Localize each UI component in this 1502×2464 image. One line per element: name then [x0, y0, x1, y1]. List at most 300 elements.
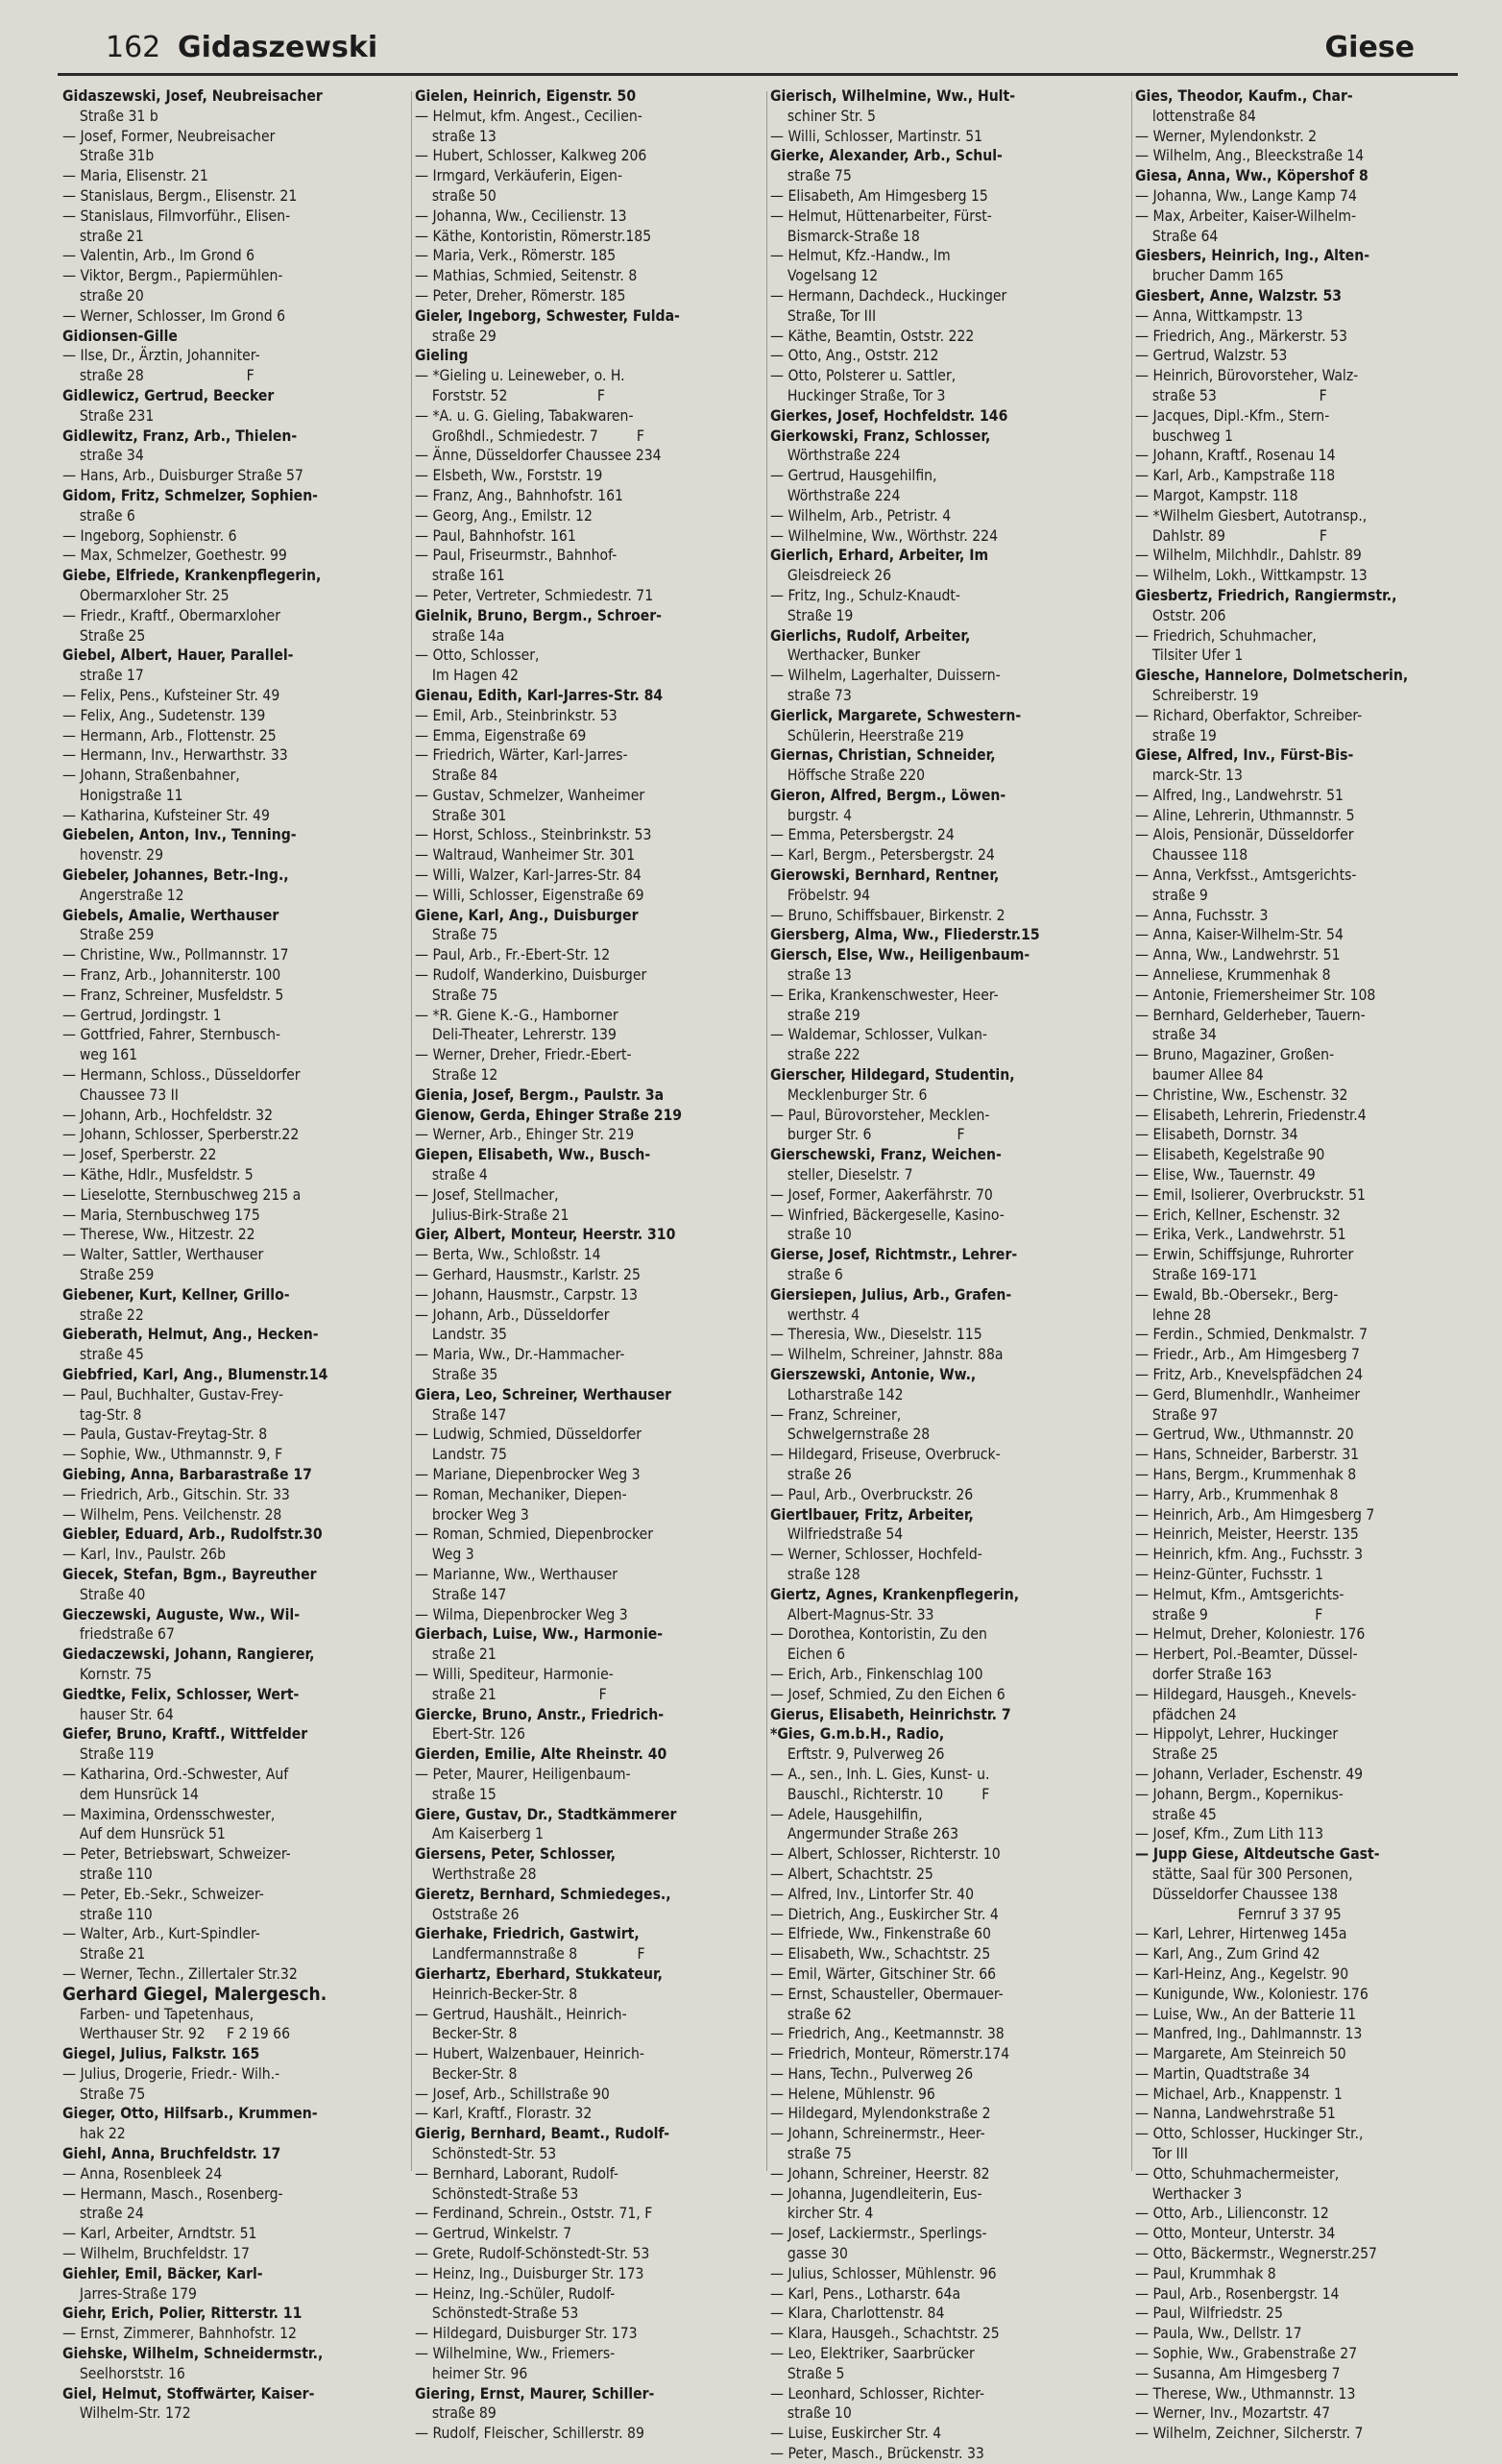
directory-entry-line: Giene, Karl, Ang., Duisburger [415, 906, 639, 924]
directory-entry-line: — Jupp Giese, Altdeutsche Gast- [1135, 1845, 1380, 1864]
directory-entry-line: Schönstedt-Str. 53 [415, 2145, 557, 2163]
directory-entry-line: — Walter, Sattler, Werthauser [62, 1246, 264, 1264]
directory-entry-line: — Wilma, Diepenbrocker Weg 3 [415, 1605, 628, 1623]
directory-entry-line: — Werner, Arb., Ehinger Str. 219 [415, 1126, 635, 1144]
directory-entry-line: — Franz, Schreiner, [770, 1405, 902, 1424]
directory-entry-line: Albert-Magnus-Str. 33 [770, 1605, 934, 1623]
directory-entry-line: Jarres-Straße 179 [62, 2284, 197, 2303]
directory-entry-line: straße 10 [770, 1226, 852, 1244]
directory-entry-line: — Heinrich, Arb., Am Himgesberg 7 [1135, 1505, 1375, 1524]
directory-entry-line: — Gertrud, Walzstr. 53 [1135, 347, 1288, 365]
directory-entry-line: Giersberg, Alma, Ww., Fliederstr.15 [770, 926, 1040, 944]
directory-column-2 [415, 86, 757, 2443]
directory-entry-line: Erftstr. 9, Pulverweg 26 [770, 1745, 945, 1764]
directory-entry-line: straße 34 [62, 447, 144, 465]
directory-entry-line: buschweg 1 [1135, 427, 1233, 445]
page-header [58, 21, 1458, 76]
directory-entry-line: — Johann, Schreiner, Heerstr. 82 [770, 2164, 990, 2183]
directory-entry-line: — Bruno, Schiffsbauer, Birkenstr. 2 [770, 906, 1005, 924]
directory-entry-line: — Josef, Sperberstr. 22 [62, 1146, 217, 1164]
directory-entry-line: — Heinz-Günter, Fuchsstr. 1 [1135, 1565, 1323, 1583]
directory-entry-line: straße 26 [770, 1465, 852, 1483]
directory-entry-line: straße 10 [770, 2404, 852, 2423]
directory-entry-line: — Aline, Lehrerin, Uthmannstr. 5 [1135, 806, 1355, 824]
directory-entry-line: straße 29 [415, 327, 497, 345]
directory-entry-line: — Nanna, Landwehrstraße 51 [1135, 2105, 1336, 2123]
directory-entry-line: Giernas, Christian, Schneider, [770, 746, 996, 765]
directory-entry-line: — Johann, Schreinermstr., Heer- [770, 2125, 985, 2143]
directory-entry-line: straße 9 F [1135, 1605, 1323, 1623]
directory-entry-line: — Wilhelm, Pens. Veilchenstr. 28 [62, 1505, 282, 1524]
directory-entry-line: — Lieselotte, Sternbuschweg 215 a [62, 1185, 302, 1204]
directory-entry-line: — Ernst, Zimmerer, Bahnhofstr. 12 [62, 2325, 297, 2343]
directory-entry-line: Giertlbauer, Fritz, Arbeiter, [770, 1505, 974, 1524]
directory-entry-line: — Käthe, Beamtin, Oststr. 222 [770, 327, 975, 345]
directory-entry-line: — Alfred, Ing., Landwehrstr. 51 [1135, 786, 1344, 804]
directory-entry-line: — Erich, Kellner, Eschenstr. 32 [1135, 1206, 1341, 1224]
directory-entry-line: — Elfriede, Ww., Finkenstraße 60 [770, 1925, 991, 1943]
directory-column-3 [770, 86, 1112, 2463]
directory-entry-line: — Johann, Hausmstr., Carpstr. 13 [415, 1285, 638, 1304]
directory-entry-line: — Maria, Ww., Dr.-Hammacher- [415, 1346, 625, 1364]
directory-entry-line: Fernruf 3 37 95 [1135, 1905, 1342, 1923]
directory-entry-line: — Klara, Hausgeh., Schachtstr. 25 [770, 2325, 1000, 2343]
directory-entry-line: Landstr. 35 [415, 1326, 507, 1344]
directory-entry-line: — Erwin, Schiffsjunge, Ruhrorter [1135, 1246, 1354, 1264]
directory-entry-line: Gieler, Ingeborg, Schwester, Fulda- [415, 306, 680, 325]
directory-entry-line: — Helmut, Kfz.-Handw., Im [770, 247, 951, 265]
directory-entry-line: — Fritz, Ing., Schulz-Knaudt- [770, 586, 960, 604]
directory-entry-line: friedstraße 67 [62, 1625, 175, 1644]
directory-entry-line: — Berta, Ww., Schloßstr. 14 [415, 1246, 601, 1264]
directory-entry-line: — Josef, Kfm., Zum Lith 113 [1135, 1825, 1324, 1843]
directory-entry-line: — Friedrich, Wärter, Karl-Jarres- [415, 746, 628, 765]
directory-entry-line: — Wilhelm, Arb., Petristr. 4 [770, 506, 952, 525]
directory-entry-line: Gierkowski, Franz, Schlosser, [770, 427, 991, 445]
directory-entry-line: brocker Weg 3 [415, 1505, 529, 1524]
directory-entry-line: Gieling [415, 347, 469, 365]
directory-entry-line: — Martin, Quadtstraße 34 [1135, 2064, 1311, 2083]
directory-entry-line: — Karl, Inv., Paulstr. 26b [62, 1546, 227, 1564]
directory-entry-line: — Luise, Ww., An der Batterie 11 [1135, 2005, 1357, 2023]
directory-entry-line: — Hermann, Dachdeck., Huckinger [770, 286, 1007, 305]
directory-entry-line: — Käthe, Kontoristin, Römerstr.185 [415, 227, 652, 245]
directory-entry-line: straße 15 [415, 1785, 497, 1803]
directory-entry-line: Straße 35 [415, 1366, 498, 1383]
directory-entry-line: — Johann, Schlosser, Sperberstr.22 [62, 1126, 300, 1144]
directory-entry-line: brucher Damm 165 [1135, 267, 1284, 285]
directory-entry-line: Straße 259 [62, 1266, 155, 1284]
directory-entry-line: Gierschewski, Franz, Weichen- [770, 1146, 1002, 1164]
directory-entry-line: Giesbert, Anne, Walzstr. 53 [1135, 286, 1342, 305]
directory-entry-line: Lotharstraße 142 [770, 1385, 904, 1403]
directory-entry-line: Oststr. 206 [1135, 606, 1226, 624]
directory-entry-line: Straße 64 [1135, 227, 1219, 245]
directory-entry-line: — Franz, Arb., Johanniterstr. 100 [62, 966, 281, 985]
directory-entry-line: Oststraße 26 [415, 1905, 520, 1923]
directory-entry-line: — Julius, Drogerie, Friedr.- Wilh.- [62, 2064, 280, 2083]
directory-entry-line: — Maria, Elisenstr. 21 [62, 167, 208, 185]
directory-entry-line: schiner Str. 5 [770, 107, 876, 125]
directory-entry-line: — Julius, Schlosser, Mühlenstr. 96 [770, 2264, 997, 2282]
directory-entry-line: straße 13 [415, 127, 497, 145]
directory-entry-line: straße 128 [770, 1565, 860, 1583]
directory-entry-line: Kornstr. 75 [62, 1665, 153, 1683]
directory-entry-line: Schreiberstr. 19 [1135, 686, 1259, 704]
directory-entry-line: — Emil, Isolierer, Overbruckstr. 51 [1135, 1185, 1366, 1204]
directory-entry-line: straße 161 [415, 567, 505, 585]
directory-entry-line: Schwelgernstraße 28 [770, 1426, 931, 1444]
directory-entry-line: — Gerd, Blumenhdlr., Wanheimer [1135, 1385, 1361, 1403]
directory-entry-line: Gierhartz, Eberhard, Stukkateur, [415, 1964, 664, 1983]
directory-entry-line: — Maria, Verk., Römerstr. 185 [415, 247, 617, 265]
directory-entry-line: — Paula, Ww., Dellstr. 17 [1135, 2325, 1302, 2343]
directory-entry-line: — Luise, Euskircher Str. 4 [770, 2425, 942, 2443]
directory-entry-line: Gierig, Bernhard, Beamt., Rudolf- [415, 2125, 670, 2143]
directory-entry-line: — Elisabeth, Ww., Schachtstr. 25 [770, 1945, 991, 1964]
directory-entry-line: Wilhelm-Str. 172 [62, 2404, 191, 2423]
directory-entry-line: — Manfred, Ing., Dahlmannstr. 13 [1135, 2025, 1363, 2043]
directory-entry-line: — Wilhelm, Schreiner, Jahnstr. 88a [770, 1346, 1004, 1364]
directory-entry-line: — Helmut, kfm. Angest., Cecilien- [415, 107, 642, 125]
directory-entry-line: — Peter, Eb.-Sekr., Schweizer- [62, 1885, 264, 1903]
directory-entry-line: Giebels, Amalie, Werthauser [62, 906, 279, 924]
directory-entry-line: Gierkes, Josef, Hochfeldstr. 146 [770, 406, 1008, 425]
directory-entry-line: Giebener, Kurt, Kellner, Grillo- [62, 1285, 290, 1304]
directory-entry-line: — Werner, Mylendonkstr. 2 [1135, 127, 1318, 145]
directory-entry-line: — Therese, Ww., Hitzestr. 22 [62, 1226, 255, 1244]
directory-entry-line: — Anna, Fuchsstr. 3 [1135, 906, 1269, 924]
directory-entry-line: Wörthstraße 224 [770, 447, 901, 465]
directory-entry-line: Gieron, Alfred, Bergm., Löwen- [770, 786, 1006, 804]
directory-entry-line: hak 22 [62, 2125, 126, 2143]
directory-entry-line: — Johanna, Ww., Lange Kamp 74 [1135, 186, 1357, 205]
directory-entry-line: dem Hunsrück 14 [62, 1785, 199, 1803]
directory-entry-line: Gienau, Edith, Karl-Jarres-Str. 84 [415, 686, 664, 704]
directory-entry-line: — Leonhard, Schlosser, Richter- [770, 2384, 985, 2403]
directory-entry-line: straße 22 [62, 1305, 144, 1324]
directory-entry-line: Gieretz, Bernhard, Schmiedeges., [415, 1885, 671, 1903]
directory-entry-line: — Karl, Ang., Zum Grind 42 [1135, 1945, 1320, 1964]
directory-entry-line: — Herbert, Pol.-Beamter, Düssel- [1135, 1646, 1358, 1664]
directory-entry-line: Giefer, Bruno, Kraftf., Wittfelder [62, 1725, 308, 1744]
directory-entry-line: Gierbach, Luise, Ww., Harmonie- [415, 1625, 664, 1644]
directory-entry-line: Straße 259 [62, 926, 155, 944]
directory-entry-line: Straße 31b [62, 147, 155, 165]
directory-entry-line: — Wilhelm, Lokh., Wittkampstr. 13 [1135, 567, 1368, 585]
directory-entry-line: Gier, Albert, Monteur, Heerstr. 310 [415, 1226, 676, 1244]
directory-entry-line: — Paul, Buchhalter, Gustav-Frey- [62, 1385, 284, 1403]
directory-entry-line: straße 34 [1135, 1026, 1217, 1044]
directory-entry-line: Straße 21 [62, 1945, 146, 1964]
directory-entry-line: — Johann, Bergm., Kopernikus- [1135, 1785, 1344, 1803]
directory-entry-line: — Anna, Kaiser-Wilhelm-Str. 54 [1135, 926, 1344, 944]
directory-entry-line: pfädchen 24 [1135, 1705, 1237, 1723]
directory-column-1 [62, 86, 404, 2423]
directory-entry-line: — Paul, Arb., Fr.-Ebert-Str. 12 [415, 946, 611, 964]
directory-entry-line: — Friedrich, Schuhmacher, [1135, 626, 1317, 645]
directory-entry-line: — Hildegard, Duisburger Str. 173 [415, 2325, 638, 2343]
directory-entry-line: — Fritz, Arb., Knevelspfädchen 24 [1135, 1366, 1364, 1383]
directory-entry-line: Werthacker, Bunker [770, 646, 921, 665]
directory-entry-line: — Franz, Schreiner, Musfeldstr. 5 [62, 986, 284, 1004]
directory-entry-line: — Ferdinand, Schrein., Oststr. 71, F [415, 2205, 653, 2223]
directory-entry-line: straße 9 [1135, 886, 1208, 904]
directory-entry-line: Gierowski, Bernhard, Rentner, [770, 866, 1000, 885]
directory-entry-line: straße 28 F [62, 367, 254, 385]
directory-entry-line: Straße 147 [415, 1405, 507, 1424]
directory-entry-line: — Paul, Arb., Overbruckstr. 26 [770, 1485, 974, 1503]
directory-entry-line: — Christine, Ww., Eschenstr. 32 [1135, 1086, 1348, 1104]
directory-entry-line: Gierszewski, Antonie, Ww., [770, 1366, 977, 1383]
directory-entry-line: heimer Str. 96 [415, 2364, 528, 2382]
directory-entry-line: Straße 75 [62, 2085, 146, 2103]
directory-entry-line: — Hans, Arb., Duisburger Straße 57 [62, 467, 303, 485]
directory-entry-line: Giebler, Eduard, Arb., Rudolfstr.30 [62, 1525, 323, 1544]
directory-entry-line: Gierhake, Friedrich, Gastwirt, [415, 1925, 640, 1943]
directory-entry-line: — Anna, Wittkampstr. 13 [1135, 306, 1303, 325]
directory-entry-line: Giebelen, Anton, Inv., Tenning- [62, 826, 297, 844]
directory-entry-line: — Ewald, Bb.-Obersekr., Berg- [1135, 1285, 1339, 1304]
directory-entry-line: baumer Allee 84 [1135, 1066, 1264, 1085]
directory-entry-line: — Waldemar, Schlosser, Vulkan- [770, 1026, 987, 1044]
directory-entry-line: Giesa, Anna, Ww., Köpershof 8 [1135, 167, 1369, 185]
directory-entry-line: Julius-Birk-Straße 21 [415, 1206, 569, 1224]
directory-entry-line: — Willi, Walzer, Karl-Jarres-Str. 84 [415, 866, 642, 885]
directory-entry-line: — Werner, Dreher, Friedr.-Ebert- [415, 1046, 632, 1064]
directory-entry-line: Weg 3 [415, 1546, 474, 1564]
directory-entry-line: — Johanna, Ww., Cecilienstr. 13 [415, 207, 627, 225]
directory-entry-line: Giehler, Emil, Bäcker, Karl- [62, 2264, 263, 2282]
directory-entry-line: Mecklenburger Str. 6 [770, 1086, 928, 1104]
directory-entry-line: — Georg, Ang., Emilstr. 12 [415, 506, 593, 525]
directory-entry-line: Schönstedt-Straße 53 [415, 2305, 579, 2323]
directory-entry-line: — Paul, Wilfriedstr. 25 [1135, 2305, 1283, 2323]
directory-entry-line: straße 219 [770, 1006, 860, 1024]
directory-entry-line: — Paul, Arb., Rosenbergstr. 14 [1135, 2284, 1340, 2303]
directory-entry-line: Auf dem Hunsrück 51 [62, 1825, 226, 1843]
directory-entry-line: Giegel, Julius, Falkstr. 165 [62, 2045, 260, 2063]
directory-entry-line: Im Hagen 42 [415, 667, 519, 685]
directory-entry-line: Straße 169-171 [1135, 1266, 1258, 1284]
directory-entry-line: — Max, Arbeiter, Kaiser-Wilhelm- [1135, 207, 1357, 225]
directory-entry-line: — Johann, Arb., Düsseldorfer [415, 1305, 610, 1324]
directory-entry-line: — Karl, Pens., Lotharstr. 64a [770, 2284, 961, 2303]
directory-entry-line: Giebing, Anna, Barbarastraße 17 [62, 1465, 312, 1483]
directory-entry-line: — Helmut, Kfm., Amtsgerichts- [1135, 1585, 1345, 1603]
directory-entry-line: — Theresia, Ww., Dieselstr. 115 [770, 1326, 982, 1344]
directory-column-4 [1135, 86, 1477, 2443]
directory-entry-line: Giertz, Agnes, Krankenpflegerin, [770, 1585, 1020, 1603]
directory-entry-line: — Peter, Maurer, Heiligenbaum- [415, 1765, 631, 1783]
directory-entry-line: steller, Dieselstr. 7 [770, 1166, 913, 1184]
directory-entry-line: Giel, Helmut, Stoffwärter, Kaiser- [62, 2384, 315, 2403]
directory-entry-line: — Anna, Rosenbleek 24 [62, 2164, 223, 2183]
directory-entry-line: Fröbelstr. 94 [770, 886, 871, 904]
directory-entry-line: Wörthstraße 224 [770, 486, 901, 504]
directory-entry-line: — Hubert, Schlosser, Kalkweg 206 [415, 147, 647, 165]
directory-entry-line: — Grete, Rudolf-Schönstedt-Str. 53 [415, 2245, 650, 2263]
directory-entry-line: — Wilhelm, Zeichner, Silcherstr. 7 [1135, 2425, 1364, 2443]
directory-entry-line: — Elisabeth, Lehrerin, Friedenstr.4 [1135, 1106, 1367, 1124]
directory-entry-line: Obermarxloher Str. 25 [62, 586, 230, 604]
directory-entry-line: straße 14a [415, 626, 505, 645]
directory-entry-line: — Karl, Arbeiter, Arndtstr. 51 [62, 2225, 257, 2243]
directory-entry-line: — Heinz, Ing.-Schüler, Rudolf- [415, 2284, 616, 2303]
directory-entry-line: Gidionsen-Gille [62, 327, 178, 345]
directory-entry-line: Straße 25 [1135, 1745, 1219, 1764]
directory-entry-line: Giecek, Stefan, Bgm., Bayreuther [62, 1565, 317, 1583]
directory-entry-line: — Susanna, Am Himgesberg 7 [1135, 2364, 1341, 2382]
directory-entry-line: straße 17 [62, 667, 144, 685]
directory-entry-line: — Jacques, Dipl.-Kfm., Stern- [1135, 406, 1330, 425]
directory-entry-line: Straße 147 [415, 1585, 507, 1603]
directory-entry-line: dorfer Straße 163 [1135, 1665, 1272, 1683]
directory-entry-line: — Gertrud, Haushält., Heinrich- [415, 2005, 627, 2023]
directory-entry-line: — Gerhard, Hausmstr., Karlstr. 25 [415, 1266, 641, 1284]
directory-entry-line: — Johanna, Jugendleiterin, Eus- [770, 2184, 982, 2203]
directory-entry-line: Gierus, Elisabeth, Heinrichstr. 7 [770, 1705, 1011, 1723]
directory-entry-line: — Josef, Schmied, Zu den Eichen 6 [770, 1685, 1005, 1703]
directory-entry-line: — Dorothea, Kontoristin, Zu den [770, 1625, 987, 1644]
directory-entry-line: — Heinrich, Bürovorsteher, Walz- [1135, 367, 1359, 385]
directory-entry-line: — Paul, Bahnhofstr. 161 [415, 526, 576, 545]
directory-entry-line: — Viktor, Bergm., Papiermühlen- [62, 267, 283, 285]
directory-entry-line: — Maria, Sternbuschweg 175 [62, 1206, 260, 1224]
directory-entry-line: — Paul, Friseurmstr., Bahnhof- [415, 547, 618, 565]
directory-entry-line: — Heinz, Ing., Duisburger Str. 173 [415, 2264, 644, 2282]
directory-entry-line: — Heinrich, Meister, Heerstr. 135 [1135, 1525, 1359, 1544]
directory-entry-line: — Rudolf, Wanderkino, Duisburger [415, 966, 647, 985]
directory-entry-line: — Otto, Ang., Oststr. 212 [770, 347, 939, 365]
directory-entry-line: — Josef, Former, Neubreisacher [62, 127, 276, 145]
directory-entry-line: — Emil, Arb., Steinbrinkstr. 53 [415, 706, 618, 724]
directory-entry-line: — Bruno, Magaziner, Großen- [1135, 1046, 1335, 1064]
directory-entry-line: straße 110 [62, 1865, 153, 1883]
directory-entry-line: Giepen, Elisabeth, Ww., Busch- [415, 1146, 651, 1164]
directory-entry-line: Gierlich, Erhard, Arbeiter, Im [770, 547, 989, 565]
directory-entry-line: — Therese, Ww., Uthmannstr. 13 [1135, 2384, 1356, 2403]
directory-entry-line: — Johann, Straßenbahner, [62, 767, 240, 785]
directory-entry-line: — Werner, Inv., Mozartstr. 47 [1135, 2404, 1331, 2423]
directory-entry-line: *Gies, G.m.b.H., Radio, [770, 1725, 945, 1744]
directory-entry-line: — Harry, Arb., Krummenhak 8 [1135, 1485, 1339, 1503]
directory-entry-line: Gieger, Otto, Hilfsarb., Krummen- [62, 2105, 318, 2123]
directory-entry-line: — Johann, Verlader, Eschenstr. 49 [1135, 1765, 1364, 1783]
directory-entry-line: gasse 30 [770, 2245, 848, 2263]
directory-entry-line: tag-Str. 8 [62, 1405, 142, 1424]
directory-entry-line: straße 21 [415, 1646, 497, 1664]
directory-entry-line: — Elisabeth, Kegelstraße 90 [1135, 1146, 1325, 1164]
directory-entry-line: Straße 12 [415, 1066, 498, 1085]
directory-entry-line: straße 89 [415, 2404, 497, 2423]
directory-entry-line: — Waltraud, Wanheimer Str. 301 [415, 846, 636, 865]
directory-entry-line: — Karl, Bergm., Petersbergstr. 24 [770, 846, 995, 865]
directory-entry-line: — Peter, Masch., Brückenstr. 33 [770, 2445, 984, 2463]
directory-entry-line: Giehl, Anna, Bruchfeldstr. 17 [62, 2145, 281, 2163]
directory-entry-line: Straße 301 [415, 806, 507, 824]
directory-entry-line: — Friedrich, Monteur, Römerstr.174 [770, 2045, 1010, 2063]
directory-entry-line: Gierden, Emilie, Alte Rheinstr. 40 [415, 1745, 667, 1764]
directory-entry-line: — Roman, Mechaniker, Diepen- [415, 1485, 627, 1503]
directory-entry-line: — Josef, Former, Aakerfährstr. 70 [770, 1185, 993, 1204]
directory-entry-line: straße 13 [770, 966, 852, 985]
directory-entry-line: — Änne, Düsseldorfer Chaussee 234 [415, 447, 662, 465]
directory-entry-line: Giebel, Albert, Hauer, Parallel- [62, 646, 294, 665]
directory-entry-line: Gierlick, Margarete, Schwestern- [770, 706, 1022, 724]
directory-entry-line: kircher Str. 4 [770, 2205, 874, 2223]
directory-entry-line: — Hermann, Schloss., Düsseldorfer [62, 1066, 301, 1085]
directory-entry-line: Giehr, Erich, Polier, Ritterstr. 11 [62, 2305, 303, 2323]
directory-entry-line: Großhdl., Schmiedestr. 7 F [415, 427, 644, 445]
directory-entry-line: straße 53 F [1135, 386, 1327, 404]
directory-entry-line: Gieberath, Helmut, Ang., Hecken- [62, 1326, 319, 1344]
directory-entry-line: marck-Str. 13 [1135, 767, 1243, 785]
directory-entry-line: — Peter, Dreher, Römerstr. 185 [415, 286, 626, 305]
directory-entry-line: Straße 97 [1135, 1405, 1219, 1424]
directory-entry-line: Gienia, Josef, Bergm., Paulstr. 3a [415, 1086, 665, 1104]
directory-entry-line: — Franz, Ang., Bahnhofstr. 161 [415, 486, 623, 504]
directory-entry-line: Tilsiter Ufer 1 [1135, 646, 1244, 665]
directory-entry-line: Angermunder Straße 263 [770, 1825, 959, 1843]
directory-entry-line: lottenstraße 84 [1135, 107, 1256, 125]
directory-entry-line: Bauschl., Richterstr. 10 F [770, 1785, 990, 1803]
directory-entry-line: — *Gieling u. Leineweber, o. H. [415, 367, 625, 385]
directory-entry-line: — Margarete, Am Steinreich 50 [1135, 2045, 1346, 2063]
directory-entry-line: — Anna, Ww., Landwehrstr. 51 [1135, 946, 1341, 964]
directory-entry-line: — Käthe, Hdlr., Musfeldstr. 5 [62, 1166, 254, 1184]
directory-entry-line: straße 110 [62, 1905, 153, 1923]
directory-entry-line: Straße 119 [62, 1745, 155, 1764]
directory-entry-line: Gidlewitz, Franz, Arb., Thielen- [62, 427, 298, 445]
directory-entry-line: — Karl-Heinz, Ang., Kegelstr. 90 [1135, 1964, 1349, 1983]
directory-entry-line: Seelhorststr. 16 [62, 2364, 185, 2382]
directory-entry-line: — Elsbeth, Ww., Forststr. 19 [415, 467, 603, 485]
directory-entry-line: Straße 40 [62, 1585, 146, 1603]
directory-entry-line: — Ludwig, Schmied, Düsseldorfer [415, 1426, 642, 1444]
directory-entry-line: — Hermann, Masch., Rosenberg- [62, 2184, 283, 2203]
directory-entry-line: — Winfried, Bäckergeselle, Kasino- [770, 1206, 1005, 1224]
directory-entry-line: — Ernst, Schausteller, Obermauer- [770, 1985, 1004, 2003]
directory-entry-line: Straße, Tor III [770, 306, 877, 325]
directory-entry-line: Giese, Alfred, Inv., Fürst-Bis- [1135, 746, 1354, 765]
directory-entry-line: Höffsche Straße 220 [770, 767, 926, 785]
directory-entry-line: — Helmut, Dreher, Koloniestr. 176 [1135, 1625, 1366, 1644]
directory-entry-line: — Stanislaus, Filmvorführ., Elisen- [62, 207, 291, 225]
directory-entry-line: burger Str. 6 F [770, 1126, 965, 1144]
directory-entry-line: straße 20 [62, 286, 144, 305]
directory-entry-line: — Hans, Bergm., Krummenhak 8 [1135, 1465, 1357, 1483]
directory-entry-line: — Katharina, Ord.-Schwester, Auf [62, 1765, 289, 1783]
directory-entry-line: — Adele, Hausgehilfin, [770, 1805, 923, 1823]
directory-entry-line: werthstr. 4 [770, 1305, 860, 1324]
directory-entry-line: straße 4 [415, 1166, 488, 1184]
directory-entry-line: Bismarck-Straße 18 [770, 227, 920, 245]
directory-entry-line: Giesche, Hannelore, Dolmetscherin, [1135, 667, 1409, 685]
directory-entry-line: — A., sen., Inh. L. Gies, Kunst- u. [770, 1765, 990, 1783]
directory-entry-line: Landstr. 75 [415, 1446, 507, 1464]
directory-entry-line: — Willi, Spediteur, Harmonie- [415, 1665, 614, 1683]
directory-entry-line: burgstr. 4 [770, 806, 852, 824]
directory-entry-line: — Paula, Gustav-Freytag-Str. 8 [62, 1426, 268, 1444]
directory-entry-line: — Paul, Krummhak 8 [1135, 2264, 1276, 2282]
directory-entry-line: Gidom, Fritz, Schmelzer, Sophien- [62, 486, 319, 504]
directory-entry-line: Farben- und Tapetenhaus, [62, 2005, 254, 2023]
directory-entry-line: — Roman, Schmied, Diepenbrocker [415, 1525, 654, 1544]
directory-entry-line: Gies, Theodor, Kaufm., Char- [1135, 87, 1353, 105]
directory-entry-line: — Werner, Techn., Zillertaler Str.32 [62, 1964, 298, 1983]
directory-entry-line: — Anneliese, Krummenhak 8 [1135, 966, 1331, 985]
